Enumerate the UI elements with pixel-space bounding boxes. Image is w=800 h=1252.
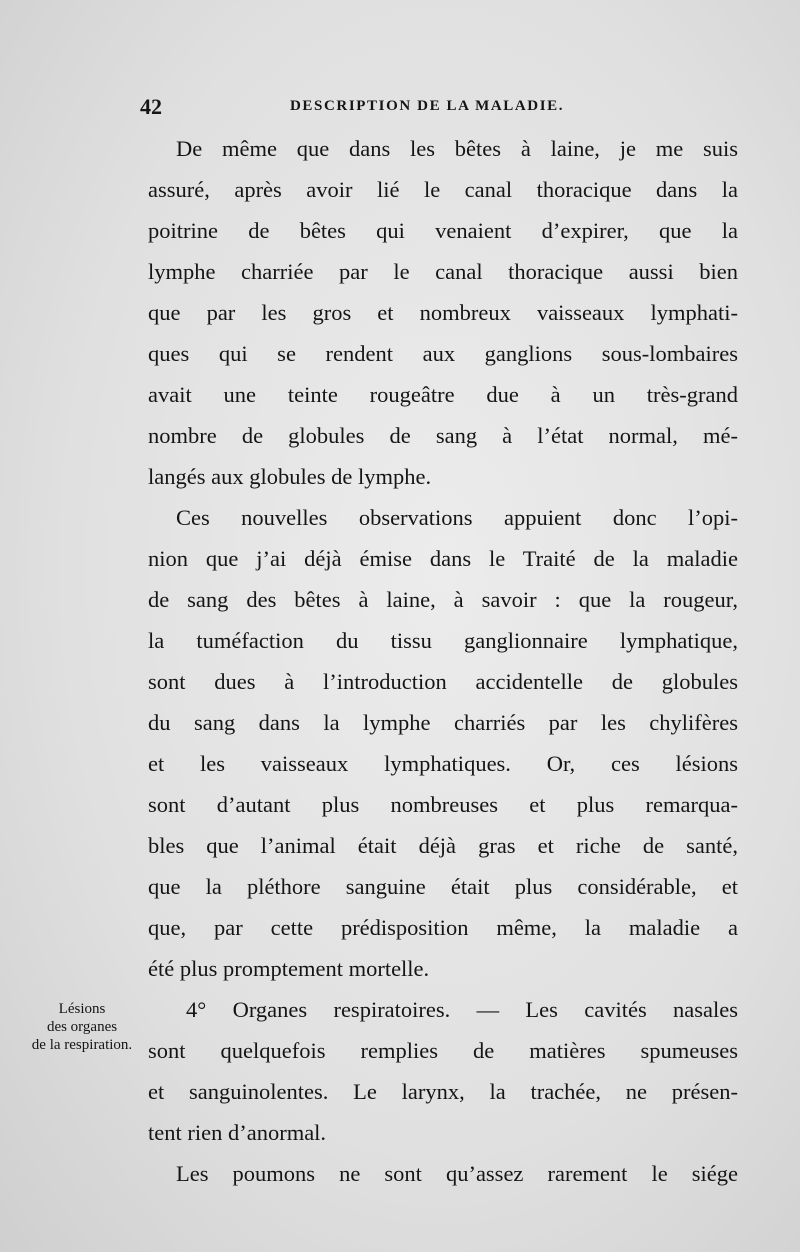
margin-note (12, 1000, 152, 1054)
text-line: nion que j’ai déjà émise dans le Traité de la maladie (148, 546, 738, 571)
text-line: du sang dans la lymphe charriés par les chylifères (148, 710, 738, 735)
text-line: Ces nouvelles observations appuient donc l’opi- (176, 505, 738, 530)
text-line: que la pléthore sanguine était plus considérable, et (148, 874, 738, 899)
text-line: et sanguinolentes. Le larynx, la trachée, ne présen- (148, 1079, 738, 1104)
text-line: que par les gros et nombreux vaisseaux lymphati- (148, 300, 738, 325)
text-line: 4° Organes respiratoires. — Les cavités nasales (186, 997, 738, 1022)
text-line: De même que dans les bêtes à laine, je me suis (176, 136, 738, 161)
text-line: nombre de globules de sang à l’état normal, mé- (148, 423, 738, 448)
running-head: DESCRIPTION DE LA MALADIE. (290, 98, 565, 114)
text-line: que, par cette prédisposition même, la maladie a (148, 915, 738, 940)
text-line: bles que l’animal était déjà gras et riche de santé, (148, 833, 738, 858)
margin-note-line: Lésions (58, 1001, 106, 1017)
page-number: 42 (140, 94, 162, 119)
margin-note-line: des organes (46, 1019, 118, 1035)
text-line: assuré, après avoir lié le canal thoracique dans la (148, 177, 738, 202)
text-line: sont quelquefois remplies de matières spumeuses (148, 1038, 738, 1063)
text-line: été plus promptement mortelle. (148, 956, 430, 981)
text-line: et les vaisseaux lymphatiques. Or, ces lésions (148, 751, 738, 776)
text-line: sont dues à l’introduction accidentelle de globules (148, 669, 738, 694)
text-line: ques qui se rendent aux ganglions sous-lombaires (148, 341, 738, 366)
text-line: sont d’autant plus nombreuses et plus remarqua- (148, 792, 738, 817)
page-header (140, 94, 700, 124)
text-line: de sang des bêtes à laine, à savoir : que la rougeur, (148, 587, 738, 612)
text-line: la tuméfaction du tissu ganglionnaire lymphatique, (148, 628, 738, 653)
body-text (148, 128, 738, 1194)
text-line: poitrine de bêtes qui venaient d’expirer, que la (148, 218, 738, 243)
text-line: langés aux globules de lymphe. (148, 464, 432, 489)
text-line: avait une teinte rougeâtre due à un très-grand (148, 382, 738, 407)
text-line: Les poumons ne sont qu’assez rarement le siége (176, 1161, 738, 1186)
text-line: tent rien d’anormal. (148, 1120, 327, 1145)
text-line: lymphe charriée par le canal thoracique aussi bien (148, 259, 738, 284)
margin-note-line: de la respiration. (31, 1037, 133, 1053)
